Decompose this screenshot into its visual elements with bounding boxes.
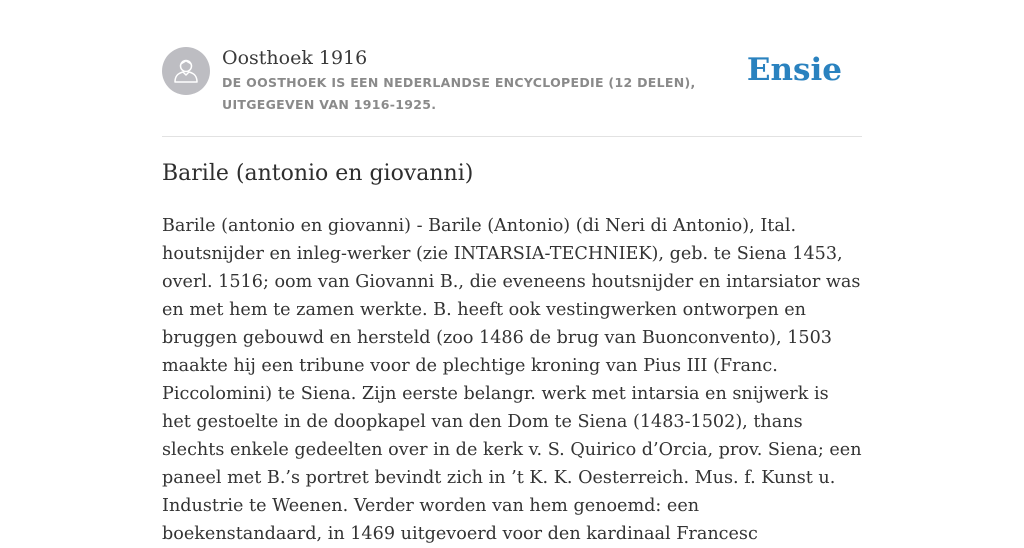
article-title: Barile (antonio en giovanni) bbox=[162, 161, 474, 186]
source-title[interactable]: Oosthoek 1916 bbox=[222, 47, 368, 69]
ensie-logo[interactable]: Ensie bbox=[746, 52, 842, 88]
source-description: DE OOSTHOEK IS EEN NEDERLANDSE ENCYCLOPEDIE (12 DELEN), UITGEGEVEN VAN 1916-1925. bbox=[222, 75, 696, 112]
source-header bbox=[162, 44, 862, 137]
user-silhouette-icon bbox=[162, 47, 210, 95]
avatar[interactable] bbox=[162, 47, 210, 95]
article-body: Barile (antonio en giovanni) - Barile (Antonio) (di Neri di Antonio), Ital. houtsnijder en inleg-werker (zie INTARSIA-TECHNIEK), geb. te Siena 1453, overl. 1516; oom van Giovanni B., die eveneens houtsnijder en intarsiator was en met hem te zamen werkte. B. heeft ook vestingwerken ontworpen en bruggen gebouwd en hersteld (zoo 1486 de brug van Buonconvento), 1503 maakte hij een tribune voor de plechtige kroning van Pius III (Franc. Piccolomini) te Siena. Zijn eerste belangr. werk met intarsia en snijwerk is het gestoelte in de doopkapel van den Dom te Siena (1483-1502), thans slechts enkele gedeelten over in de kerk v. S. Quirico d’Orcia, prov. Siena; een paneel met B.’s portret bevindt zich in ’t K. K. Oesterreich. Mus. f. Kunst u. Industrie te Weenen. Verder worden van hem genoemd: een boekenstandaard, in 1469 uitgevoerd voor den kardinaal Francesc bbox=[162, 216, 862, 544]
